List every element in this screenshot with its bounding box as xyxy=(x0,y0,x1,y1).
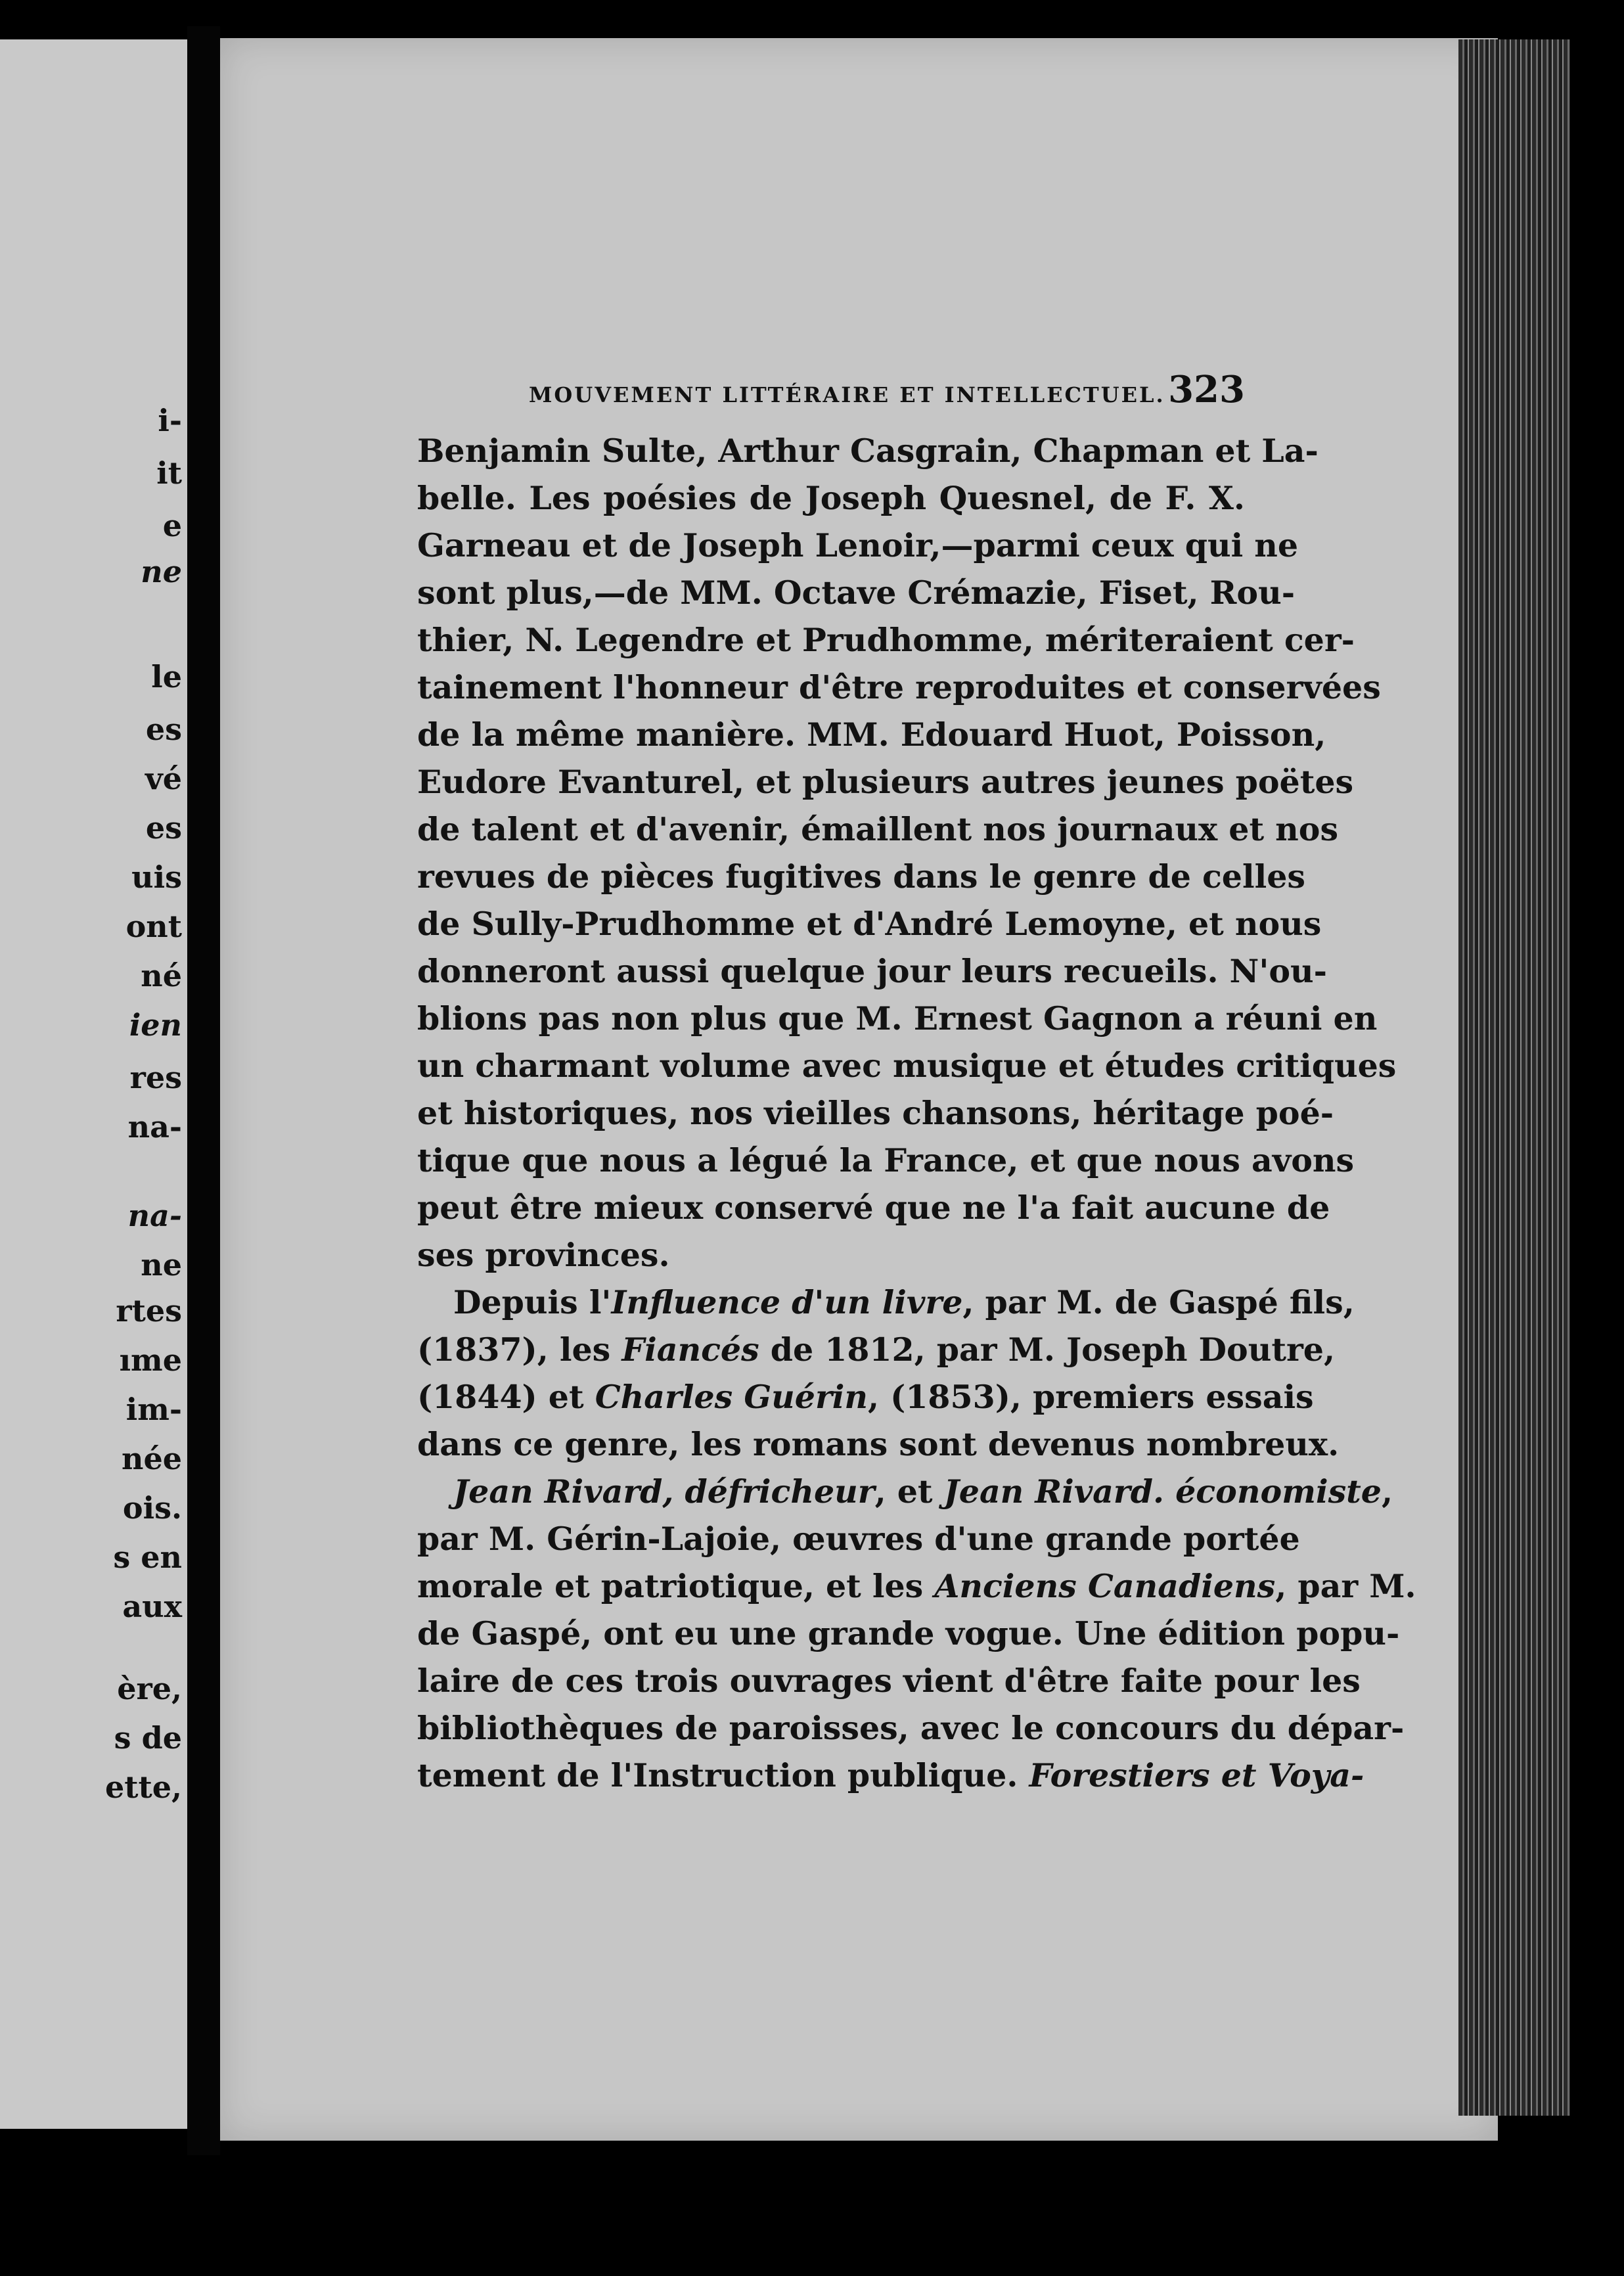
text-run: morale et patriotique, et les xyxy=(417,1567,935,1605)
book-title: Jean Rivard, défricheur xyxy=(453,1472,875,1511)
previous-page-line-end: s de xyxy=(114,1720,182,1756)
text-line xyxy=(417,1326,1336,1373)
paragraph-2 xyxy=(417,1279,1355,1468)
previous-page-line-end: na- xyxy=(127,1109,182,1145)
book-title: Charles Guérin xyxy=(595,1378,868,1416)
text-run: , xyxy=(1381,1472,1393,1511)
previous-page-line-end: ıme xyxy=(119,1342,182,1378)
text-line xyxy=(417,1562,1416,1610)
previous-page-line-end: es xyxy=(145,712,182,747)
text-line: tique que nous a légué la France, et que nous avons xyxy=(417,1141,1355,1179)
previous-page-line-end: née xyxy=(122,1441,182,1476)
paragraph-1 xyxy=(417,427,1397,1279)
previous-page-line-end: im- xyxy=(125,1392,182,1427)
previous-page-line-end: e xyxy=(162,508,182,543)
previous-page-line-end: ont xyxy=(125,909,182,944)
text-line: thier, N. Legendre et Prudhomme, mériteraient cer- xyxy=(417,621,1355,659)
text-line: tainement l'honneur d'être reproduites et conservées xyxy=(417,668,1381,706)
previous-page-line-end: ne xyxy=(141,1247,182,1283)
previous-page-line-end: i- xyxy=(158,403,182,438)
text-run: , (1853), premiers essais xyxy=(868,1378,1314,1416)
text-run: , par M. xyxy=(1275,1567,1416,1605)
text-run: (1844) et xyxy=(417,1378,595,1416)
text-line xyxy=(417,1468,1393,1515)
text-line: belle. Les poésies de Joseph Quesnel, de F. X. xyxy=(417,479,1245,517)
text-run: de 1812, par M. Joseph Doutre, xyxy=(759,1331,1336,1369)
previous-page-line-end: s en xyxy=(113,1539,182,1575)
text-line: de Sully-Prudhomme et d'André Lemoyne, et nous xyxy=(417,905,1322,943)
page-number: 323 xyxy=(1168,368,1245,411)
text-run: , par M. de Gaspé fils, xyxy=(962,1283,1355,1321)
book-title: Anciens Canadiens xyxy=(934,1567,1276,1605)
text-run: , et xyxy=(874,1472,944,1511)
previous-page-line-end: aux xyxy=(122,1589,182,1624)
previous-page-line-end: ne xyxy=(141,554,182,589)
text-line: un charmant volume avec musique et études critiques xyxy=(417,1047,1397,1085)
previous-page-line-end: ette, xyxy=(104,1769,182,1805)
previous-page-text xyxy=(0,39,187,2129)
page-text-block xyxy=(417,368,1416,1799)
previous-page-line-end: it xyxy=(156,455,182,491)
text-line: Eudore Evanturel, et plusieurs autres jeunes poëtes xyxy=(417,763,1354,801)
book-title: Fiancés xyxy=(621,1331,759,1369)
previous-page-line-end: na- xyxy=(127,1198,182,1233)
text-line: de Gaspé, ont eu une grande vogue. Une édition popu- xyxy=(417,1614,1400,1652)
text-line xyxy=(417,1279,1355,1326)
running-head-title: MOUVEMENT LITTÉRAIRE ET INTELLECTUEL. xyxy=(529,382,1165,407)
text-line: peut être mieux conservé que ne l'a fait aucune de xyxy=(417,1189,1330,1227)
paragraph-3 xyxy=(417,1468,1416,1799)
text-run: Depuis l' xyxy=(453,1283,612,1321)
previous-page-line-end: ien xyxy=(129,1007,182,1043)
previous-page-line-end: uis xyxy=(131,859,182,895)
text-line: de la même manière. MM. Edouard Huot, Poisson, xyxy=(417,716,1326,754)
previous-page-line-end: vé xyxy=(145,761,182,796)
book-title: Jean Rivard. économiste xyxy=(943,1472,1382,1511)
previous-page-line-end: le xyxy=(151,659,182,694)
text-line: sont plus,—de MM. Octave Crémazie, Fiset, Rou- xyxy=(417,574,1296,612)
page-edges xyxy=(1458,39,1570,2116)
text-line: bibliothèques de paroisses, avec le concours du dépar- xyxy=(417,1709,1405,1747)
text-line xyxy=(417,1373,1314,1421)
previous-page-line-end: res xyxy=(129,1060,182,1095)
text-line: Benjamin Sulte, Arthur Casgrain, Chapman et La- xyxy=(417,432,1319,470)
text-line: revues de pièces fugitives dans le genre de celles xyxy=(417,857,1305,896)
text-line: dans ce genre, les romans sont devenus nombreux. xyxy=(417,1425,1340,1463)
previous-page-line-end: ère, xyxy=(117,1671,182,1706)
running-head xyxy=(529,368,1245,427)
text-line: ses provinces. xyxy=(417,1236,670,1274)
previous-page-line-end: es xyxy=(145,810,182,846)
text-line: blions pas non plus que M. Ernest Gagnon a réuni en xyxy=(417,999,1378,1037)
text-line: par M. Gérin-Lajoie, œuvres d'une grande portée xyxy=(417,1520,1300,1558)
book-title: Influence d'un livre xyxy=(611,1283,963,1321)
previous-page-line-end: ois. xyxy=(122,1490,182,1526)
text-line: de talent et d'avenir, émaillent nos journaux et nos xyxy=(417,810,1339,848)
text-line: Garneau et de Joseph Lenoir,—parmi ceux qui ne xyxy=(417,526,1299,564)
text-run: tement de l'Instruction publique. xyxy=(417,1756,1029,1794)
text-line: donneront aussi quelque jour leurs recueils. N'ou- xyxy=(417,952,1327,990)
text-line: et historiques, nos vieilles chansons, héritage poé- xyxy=(417,1094,1334,1132)
previous-page-fragment xyxy=(0,39,187,2129)
book-title: Forestiers et Voya- xyxy=(1029,1756,1365,1794)
previous-page-line-end: rtes xyxy=(116,1293,182,1329)
text-line: laire de ces trois ouvrages vient d'être faite pour les xyxy=(417,1662,1361,1700)
book-gutter xyxy=(187,26,220,2155)
text-line xyxy=(417,1752,1365,1799)
previous-page-line-end: né xyxy=(141,958,182,993)
text-run: (1837), les xyxy=(417,1331,622,1369)
